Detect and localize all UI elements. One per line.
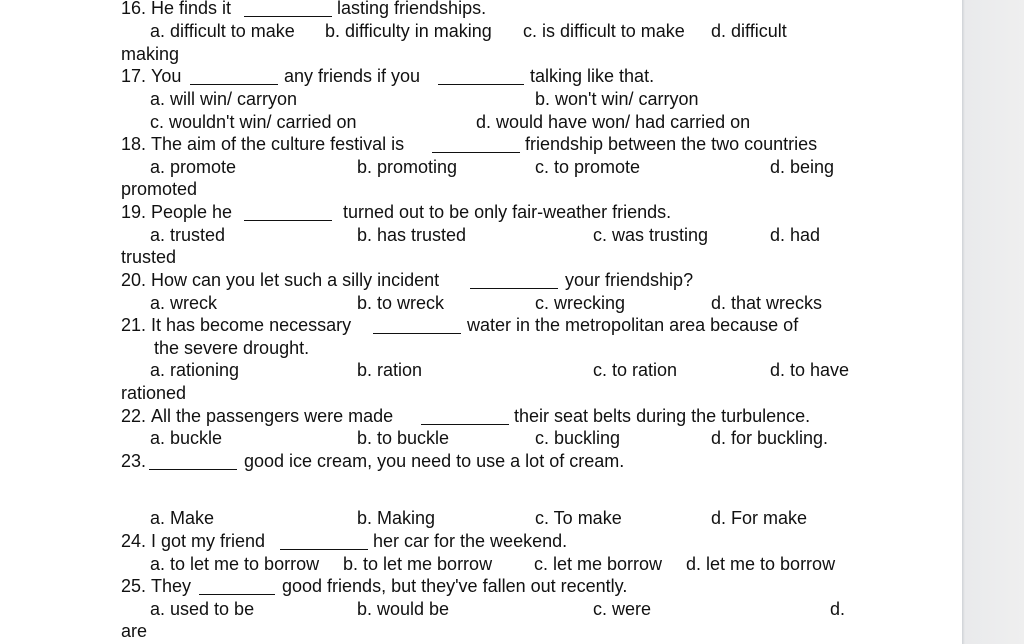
option-c: c. were	[593, 599, 652, 619]
option-d: d. difficult	[711, 21, 787, 41]
question-stem: good friends, but they've fallen out recently.	[282, 576, 628, 596]
answer-blank	[373, 333, 461, 334]
answer-blank	[438, 84, 524, 85]
option-c: c. buckling	[535, 428, 621, 448]
question-stem: your friendship?	[565, 270, 694, 290]
question-number: 19.	[121, 202, 147, 222]
option-a: a. difficult to make	[150, 21, 295, 41]
question-number: 21.	[121, 315, 147, 335]
question-stem: How can you let such a silly incident	[151, 270, 440, 290]
answer-blank	[421, 424, 509, 425]
option-wrap: are	[121, 621, 148, 641]
question-stem: lasting friendships.	[337, 0, 487, 18]
answer-blank	[244, 220, 332, 221]
option-a: a. will win/ carryon	[150, 89, 298, 109]
question-stem: any friends if you	[284, 66, 421, 86]
option-a: a. Make	[150, 508, 215, 528]
option-a: a. buckle	[150, 428, 223, 448]
option-a: a. wreck	[150, 293, 218, 313]
question-number: 20.	[121, 270, 147, 290]
answer-blank	[244, 16, 332, 17]
option-wrap: trusted	[121, 247, 177, 267]
question-number: 25.	[121, 576, 147, 596]
option-a: a. promote	[150, 157, 237, 177]
question-number: 16.	[121, 0, 147, 18]
option-d: d. For make	[711, 508, 808, 528]
answer-blank	[470, 288, 558, 289]
option-b: b. would be	[357, 599, 450, 619]
option-d: d. being	[770, 157, 835, 177]
question-number: 23.	[121, 451, 147, 471]
answer-blank	[199, 594, 275, 595]
option-c: c. To make	[535, 508, 622, 528]
option-a: a. rationing	[150, 360, 240, 380]
option-b: b. Making	[357, 508, 436, 528]
option-a: a. used to be	[150, 599, 255, 619]
option-d: d. to have	[770, 360, 850, 380]
option-a: a. trusted	[150, 225, 226, 245]
option-c: c. wrecking	[535, 293, 626, 313]
option-b: b. to buckle	[357, 428, 450, 448]
option-b: b. to let me borrow	[343, 554, 493, 574]
option-b: b. won't win/ carryon	[535, 89, 699, 109]
question-number: 24.	[121, 531, 147, 551]
question-stem: her car for the weekend.	[373, 531, 568, 551]
page-edge-shadow	[962, 0, 1024, 644]
question-number: 22.	[121, 406, 147, 426]
option-d: d. had	[770, 225, 821, 245]
option-wrap: making	[121, 44, 180, 64]
option-d: d. would have won/ had carried on	[476, 112, 751, 132]
option-d: d. let me to borrow	[686, 554, 836, 574]
question-stem: talking like that.	[530, 66, 655, 86]
answer-blank	[149, 469, 237, 470]
option-d: d.	[830, 599, 846, 619]
answer-blank	[280, 549, 368, 550]
question-stem: friendship between the two countries	[525, 134, 818, 154]
question-stem: their seat belts during the turbulence.	[514, 406, 811, 426]
option-c: c. was trusting	[593, 225, 709, 245]
option-c: c. let me borrow	[534, 554, 663, 574]
answer-blank	[432, 152, 520, 153]
option-c: c. to promote	[535, 157, 641, 177]
option-b: b. to wreck	[357, 293, 445, 313]
question-stem: All the passengers were made	[151, 406, 394, 426]
option-d: d. for buckling.	[711, 428, 829, 448]
question-stem: The aim of the culture festival is	[151, 134, 405, 154]
question-stem: water in the metropolitan area because of	[467, 315, 799, 335]
option-a: a. to let me to borrow	[150, 554, 320, 574]
question-stem: They	[151, 576, 192, 596]
question-stem: He finds it	[151, 0, 232, 18]
option-b: b. has trusted	[357, 225, 467, 245]
answer-blank	[190, 84, 278, 85]
option-b: b. difficulty in making	[325, 21, 492, 41]
question-stem: It has become necessary	[151, 315, 352, 335]
question-number: 18.	[121, 134, 147, 154]
question-stem: I got my friend	[151, 531, 266, 551]
option-b: b. promoting	[357, 157, 458, 177]
option-c: c. wouldn't win/ carried on	[150, 112, 357, 132]
question-stem: the severe drought.	[154, 338, 310, 358]
question-stem: People he	[151, 202, 233, 222]
question-stem: You	[151, 66, 182, 86]
question-stem: turned out to be only fair-weather friends.	[343, 202, 672, 222]
option-d: d. that wrecks	[711, 293, 823, 313]
option-b: b. ration	[357, 360, 423, 380]
question-stem: good ice cream, you need to use a lot of cream.	[244, 451, 625, 471]
option-wrap: rationed	[121, 383, 187, 403]
option-wrap: promoted	[121, 179, 198, 199]
option-c: c. to ration	[593, 360, 678, 380]
option-c: c. is difficult to make	[523, 21, 685, 41]
question-number: 17.	[121, 66, 147, 86]
